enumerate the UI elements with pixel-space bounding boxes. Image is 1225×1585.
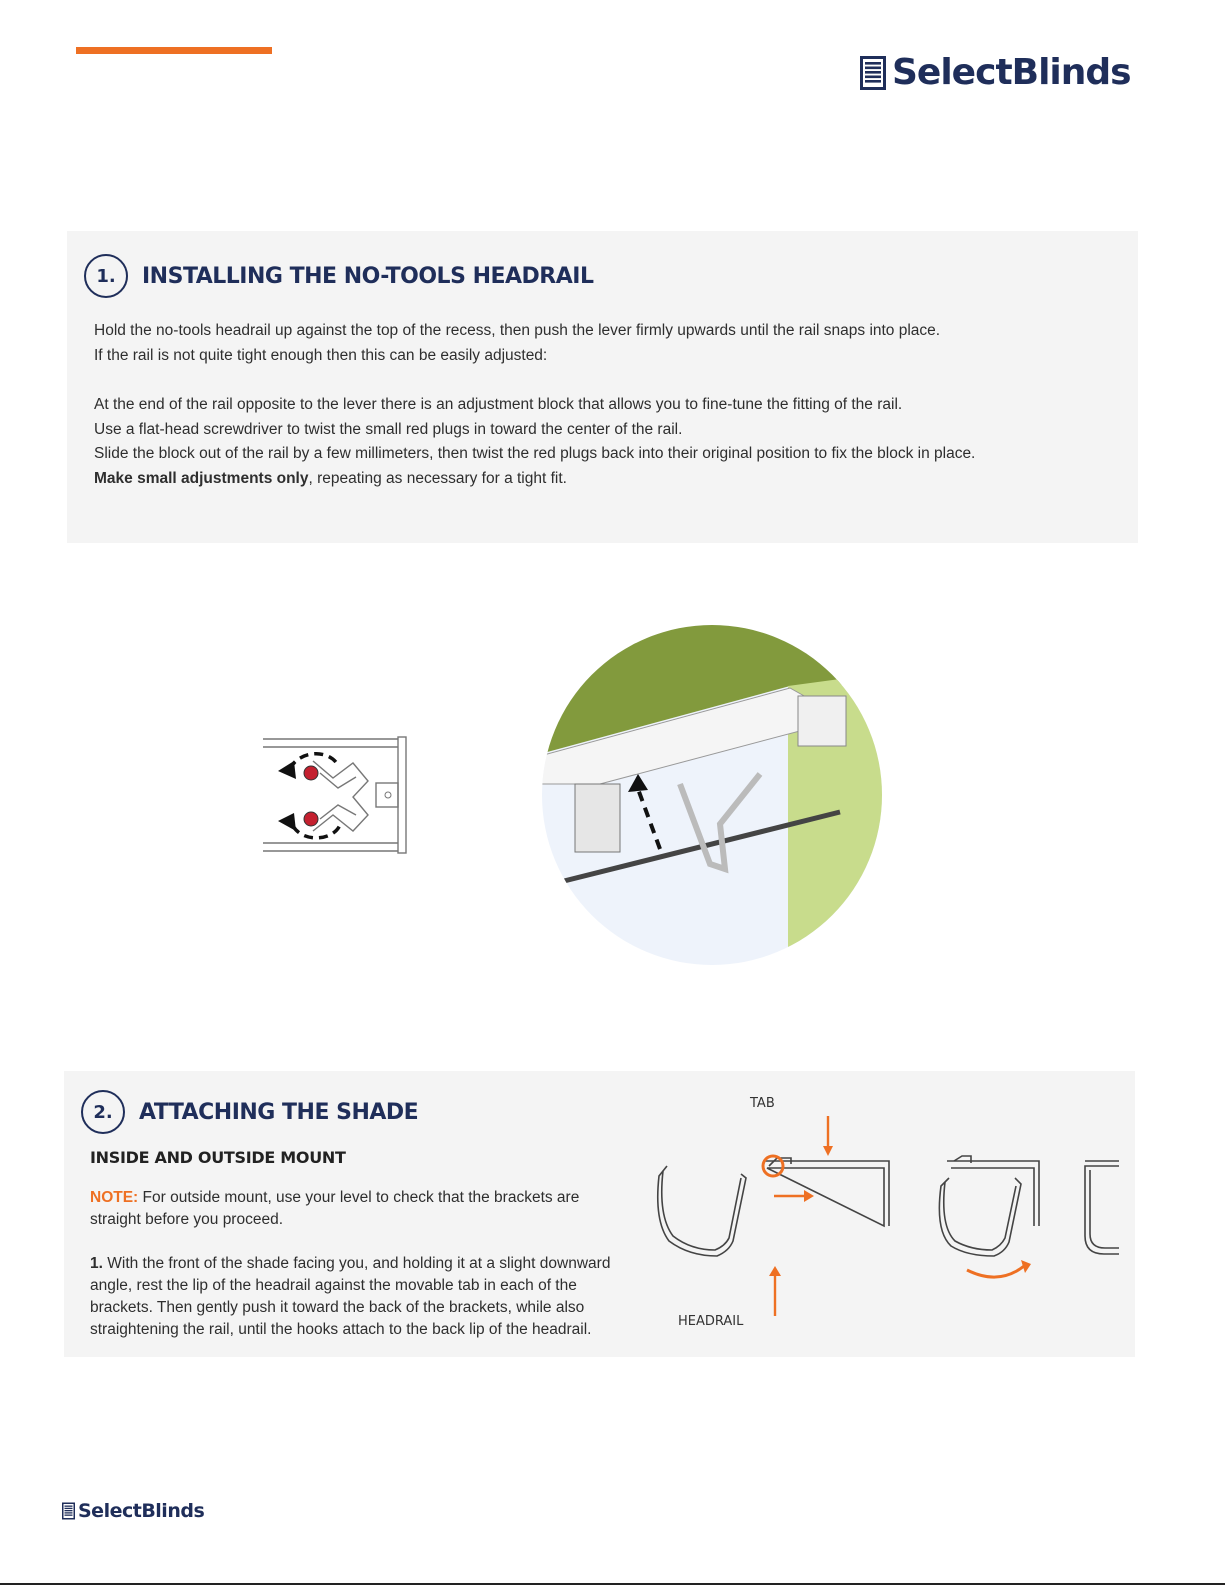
note-text: For outside mount, use your level to check that the brackets are straight before you proceed. — [90, 1189, 580, 1228]
headrail-lever-illustration — [540, 624, 885, 966]
para1-line2: If the rail is not quite tight enough then this can be easily adjusted: — [94, 346, 548, 364]
adjustment-block-diagram — [258, 733, 418, 858]
selectblinds-logo-icon — [62, 1502, 75, 1520]
header-logo — [860, 52, 1131, 93]
section2-step — [90, 1253, 625, 1341]
step-label: 1. — [90, 1255, 103, 1272]
bracket-attachment-diagram — [649, 1116, 1119, 1316]
section1-body — [94, 319, 1114, 491]
step-text: With the front of the shade facing you, and holding it at a slight downward angle, rest the lip of the headrail against the movable tab in each of the brackets. Then gently push it toward the back of the brackets, while also straightening the rail, until the hooks attach to the back lip of the headrail. — [90, 1255, 611, 1338]
para2-line3: Slide the block out of the rail by a few millimeters, then twist the red plugs back into their original position to fix the block in place. — [94, 445, 976, 462]
para1-line1: Hold the no-tools headrail up against the top of the recess, then push the lever firmly upwards until the rail snaps into place. — [94, 322, 941, 339]
section2-note — [90, 1187, 625, 1231]
tab-label: TAB — [750, 1096, 775, 1111]
para2-line2: Use a flat-head screwdriver to twist the small red plugs in toward the center of the rail. — [94, 420, 683, 438]
section2-heading — [81, 1090, 418, 1134]
section2-subtitle: INSIDE AND OUTSIDE MOUNT — [90, 1148, 346, 1167]
footer-brand-name: SelectBlinds — [78, 1500, 205, 1522]
note-label: NOTE: — [90, 1189, 139, 1206]
step-number-badge: 1. — [84, 254, 128, 298]
para2-line4 — [94, 467, 1114, 492]
para2-line1: At the end of the rail opposite to the lever there is an adjustment block that allows you to fine-tune the fitting of the rail. — [94, 396, 903, 413]
selectblinds-logo-icon — [860, 56, 886, 90]
para2-rest: , repeating as necessary for a tight fit. — [308, 469, 567, 487]
section-installing-headrail — [67, 231, 1138, 543]
section2-title: ATTACHING THE SHADE — [139, 1099, 419, 1125]
footer-logo — [62, 1500, 204, 1522]
section1-heading — [84, 254, 593, 298]
header-accent-bar — [76, 47, 272, 54]
brand-name: SelectBlinds — [892, 52, 1131, 93]
section-attaching-shade — [64, 1071, 1135, 1357]
para2-bold: Make small adjustments only — [94, 469, 309, 487]
section1-title: INSTALLING THE NO-TOOLS HEADRAIL — [142, 263, 594, 289]
headrail-label: HEADRAIL — [678, 1314, 744, 1329]
step-number-badge: 2. — [81, 1090, 125, 1134]
